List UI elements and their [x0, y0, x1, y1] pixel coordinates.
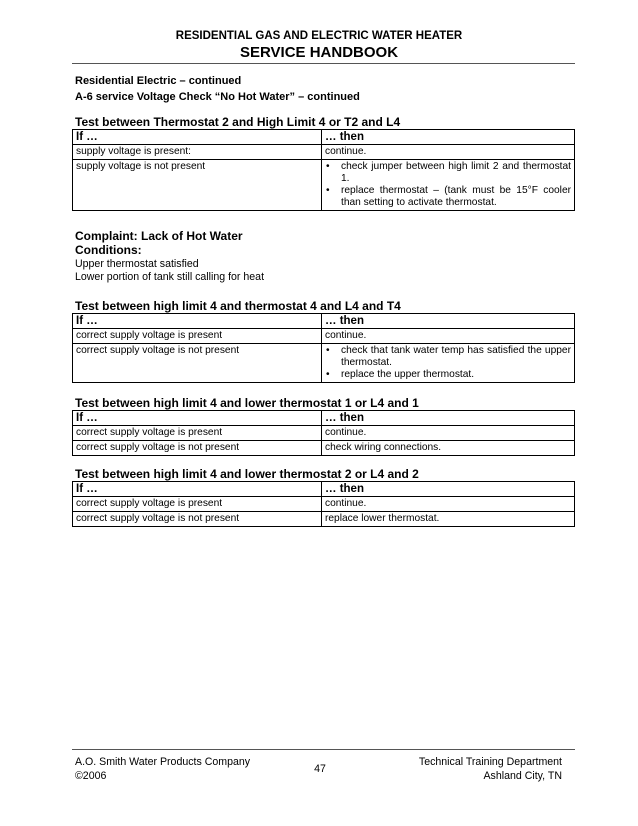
- bullet-icon: •: [326, 161, 330, 172]
- list-item: • check jumper between high limit 2 and thermostat 1.: [326, 161, 571, 184]
- table-row: [73, 512, 575, 527]
- if-column-header: If …: [73, 411, 322, 426]
- table-header-row: [73, 482, 575, 497]
- list-item: • replace the upper thermostat.: [326, 369, 475, 380]
- if-cell: correct supply voltage is not present: [73, 512, 322, 527]
- footer-department: Technical Training Department: [418, 756, 562, 768]
- bullet-icon: •: [326, 369, 330, 380]
- if-column-header: If …: [73, 482, 322, 497]
- table-row: [73, 426, 575, 441]
- complaint-title: Complaint: Lack of Hot Water: [75, 229, 243, 243]
- table-row: [73, 145, 575, 160]
- test-4-title: Test between high limit 4 and lower thermostat 2 or L4 and 2: [75, 467, 419, 481]
- if-cell: correct supply voltage is not present: [73, 344, 322, 383]
- footer-copyright: ©2006: [75, 770, 107, 782]
- section-line-1: Residential Electric – continued: [75, 75, 242, 87]
- table-header-row: [73, 411, 575, 426]
- if-column-header: If …: [73, 130, 322, 145]
- table-row: [73, 497, 575, 512]
- test-1-title: Test between Thermostat 2 and High Limit 4 or T2 and L4: [75, 115, 401, 129]
- test-2-table: [72, 313, 575, 383]
- then-cell: continue.: [322, 497, 575, 512]
- if-cell: correct supply voltage is present: [73, 329, 322, 344]
- table-row: [73, 344, 575, 383]
- conditions-label: Conditions:: [75, 243, 142, 257]
- service-handbook-title: SERVICE HANDBOOK: [239, 44, 399, 61]
- table-row: [73, 441, 575, 456]
- condition-item: Upper thermostat satisfied: [75, 258, 199, 270]
- if-column-header: If …: [73, 314, 322, 329]
- table-row: [73, 329, 575, 344]
- section-line-2: A-6 service Voltage Check “No Hot Water” – continued: [75, 91, 360, 103]
- bullet-icon: •: [326, 345, 330, 356]
- footer-rule: [72, 749, 575, 750]
- header-rule: [72, 63, 575, 64]
- footer-company: A.O. Smith Water Products Company: [75, 756, 251, 768]
- list-item: • replace thermostat – (tank must be 15°F cooler than setting to activate thermostat.: [326, 185, 571, 208]
- test-4-table: [72, 481, 575, 527]
- then-cell: replace lower thermostat.: [322, 512, 575, 527]
- page-number: 47: [314, 763, 326, 775]
- test-3-table: [72, 410, 575, 456]
- then-cell: [322, 160, 575, 211]
- if-cell: supply voltage is present:: [73, 145, 322, 160]
- then-cell: [322, 344, 575, 383]
- list-item: • check that tank water temp has satisfied the upper thermostat.: [326, 345, 571, 368]
- if-cell: correct supply voltage is present: [73, 426, 322, 441]
- then-cell: continue.: [322, 145, 575, 160]
- then-column-header: … then: [322, 130, 575, 145]
- table-row: [73, 160, 575, 211]
- condition-item: Lower portion of tank still calling for heat: [75, 271, 265, 283]
- document-header-title: RESIDENTIAL GAS AND ELECTRIC WATER HEATER: [175, 30, 463, 42]
- then-cell: continue.: [322, 426, 575, 441]
- then-column-header: … then: [322, 482, 575, 497]
- if-cell: supply voltage is not present: [73, 160, 322, 211]
- if-cell: correct supply voltage is present: [73, 497, 322, 512]
- table-header-row: [73, 314, 575, 329]
- if-cell: correct supply voltage is not present: [73, 441, 322, 456]
- then-cell: continue.: [322, 329, 575, 344]
- footer-location: Ashland City, TN: [483, 770, 562, 782]
- test-2-title: Test between high limit 4 and thermostat 4 and L4 and T4: [75, 299, 401, 313]
- test-3-title: Test between high limit 4 and lower thermostat 1 or L4 and 1: [75, 396, 419, 410]
- then-column-header: … then: [322, 411, 575, 426]
- bullet-icon: •: [326, 185, 330, 196]
- table-header-row: [73, 130, 575, 145]
- then-column-header: … then: [322, 314, 575, 329]
- test-1-table: [72, 129, 575, 211]
- then-cell: check wiring connections.: [322, 441, 575, 456]
